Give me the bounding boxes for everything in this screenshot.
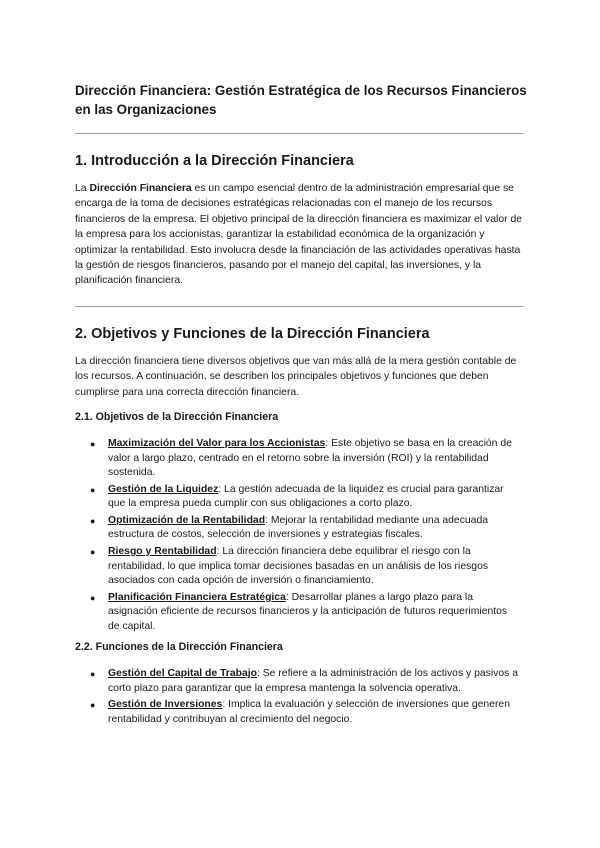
item-text: : Desarrollar planes a largo plazo para la asignación eficiente de recursos financieros y la anticipación de futuros requerimientos de capital. [108, 591, 508, 632]
item-term: Gestión de Inversiones [108, 699, 223, 711]
divider [75, 306, 523, 307]
list-item [90, 545, 520, 589]
intro-rest: es un campo esencial dentro de la administración empresarial que se encarga de la toma de decisiones estratégicas relacionadas con el manejo de los recursos financieros de la empresa. El objetivo principal de la dirección financiera es maximizar el valor de la empresa para los accionistas, garantizar la estabilidad económica de la organización y optimizar la rentabilidad. Esto involucra desde la financiación de las actividades operativas hasta la gestión de riesgos financieros, pasando por el manejo del capital, las inversiones, y la planificación financiera. [75, 183, 523, 287]
item-term: Optimización de la Rentabilidad [108, 514, 266, 526]
list-item [90, 667, 520, 696]
section-1-heading: 1. Introducción a la Dirección Financiera [75, 153, 354, 169]
item-term: Gestión de la Liquidez [108, 483, 219, 495]
section-2-paragraph: La dirección financiera tiene diversos objetivos que van más allá de la mera gestión contable de los recursos. A continuación, se describen los principales objetivos y funciones que deben cumplirse para una correcta dirección financiera. [75, 356, 517, 398]
intro-bold-term: Dirección Financiera [89, 183, 192, 194]
bullet-icon: ● [90, 547, 96, 558]
list-item [90, 514, 520, 543]
item-term: Riesgo y Rentabilidad [108, 546, 217, 558]
list-item [90, 483, 520, 512]
document-title: Dirección Financiera: Gestión Estratégica de los Recursos Financieros en las Organizaciones [75, 83, 527, 117]
bullet-icon: ● [90, 439, 96, 449]
list-item [90, 591, 520, 635]
item-term: Gestión del Capital de Trabajo [108, 668, 257, 679]
objectives-list [90, 437, 520, 636]
section-2-heading: 2. Objetivos y Funciones de la Dirección Financiera [75, 326, 430, 342]
item-term: Planificación Financiera Estratégica [108, 591, 286, 603]
bullet-icon: ● [90, 484, 96, 495]
item-text: : Implica la evaluación y selección de inversiones que generen rentabilidad y contribuyan al crecimiento del negocio. [108, 699, 510, 725]
section-1-paragraph [75, 181, 525, 289]
item-text: : Se refiere a la administración de los activos y pasivos a corto plazo para garantizar que la empresa mantenga la solvencia operativa. [108, 668, 519, 694]
list-item [90, 437, 520, 481]
item-text: : Este objetivo se basa en la creación de valor a largo plazo, centrado en el retorno sobre la inversión (ROI) y la rentabilidad sostenida. [108, 438, 512, 478]
list-item [90, 698, 520, 727]
bullet-icon: ● [90, 700, 96, 711]
bullet-icon: ● [90, 515, 96, 526]
intro-prefix: La [75, 183, 90, 194]
subsection-2-1-heading: 2.1. Objetivos de la Dirección Financiera [75, 411, 279, 423]
bullet-icon: ● [90, 669, 96, 679]
item-term: Maximización del Valor para los Accionistas [108, 438, 326, 449]
functions-list [90, 667, 520, 729]
item-text: : La dirección financiera debe equilibrar el riesgo con la rentabilidad, lo que implica tomar decisiones basadas en un análisis de los riesgos asociados con cada opción de inversión o financiamiento. [108, 546, 489, 587]
item-text: : La gestión adecuada de la liquidez es crucial para garantizar que la empresa pueda cumplir con sus obligaciones a corto plazo. [108, 483, 504, 510]
subsection-2-2-heading: 2.2. Funciones de la Dirección Financiera [75, 641, 283, 653]
item-text: : Mejorar la rentabilidad mediante una adecuada estructura de costos, selección de inversiones y estrategias fiscales. [108, 514, 489, 541]
bullet-icon: ● [90, 592, 96, 603]
divider [75, 133, 523, 134]
